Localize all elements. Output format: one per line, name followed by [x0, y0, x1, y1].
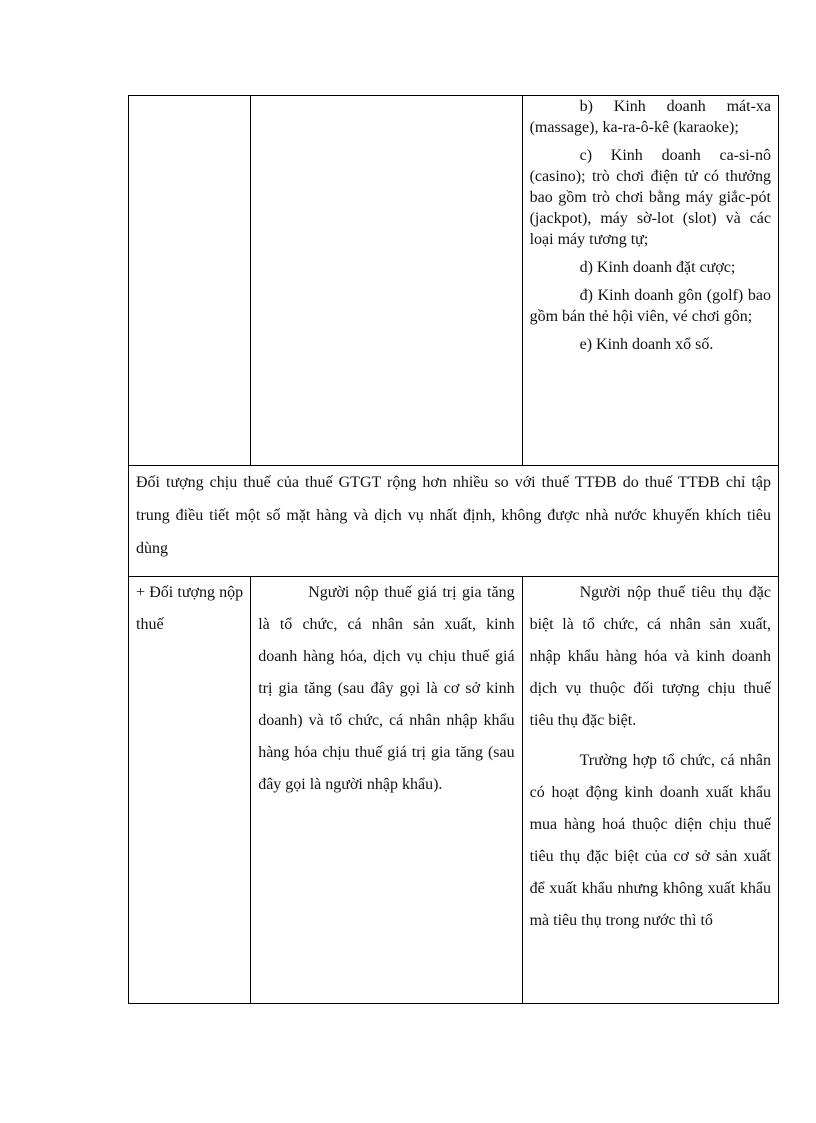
summary-cell: [129, 466, 779, 577]
table-row: [129, 577, 779, 1004]
vat-taxpayer-text: Người nộp thuế giá trị gia tăng là tổ chức, cá nhân sản xuất, kinh doanh hàng hóa, dịch vụ chịu thuế giá trị gia tăng (sau đây gọi là cơ sở kinh doanh) và tổ chức, cá nhân nhập khẩu hàng hóa chịu thuế giá trị gia tăng (sau đây gọi là người nhập khẩu).: [258, 584, 515, 793]
list-item-casino: c) Kinh doanh ca-si-nô (casino); trò chơi điện tử có thưởng bao gồm trò chơi bằng máy giắc-pót (jackpot), máy sờ-lot (slot) và các loại máy tương tự;: [529, 147, 771, 248]
list-item-lottery: e) Kinh doanh xổ số.: [579, 336, 714, 353]
comparison-table: [128, 95, 779, 1004]
list-item-massage-karaoke: b) Kinh doanh mát-xa (massage), ka-ra-ô-kê (karaoke);: [529, 98, 771, 136]
list-item-betting: d) Kinh doanh đặt cược;: [579, 259, 736, 276]
row1-col3-cell: [522, 96, 778, 466]
row3-col3-cell: [522, 577, 778, 1004]
table-row: [129, 466, 779, 577]
summary-text: Đối tượng chịu thuế của thuế GTGT rộng hơn nhiều so với thuế TTĐB do thuế TTĐB chỉ tập trung điều tiết một số mặt hàng và dịch vụ nhất định, không được nhà nước khuyến khích tiêu dùng: [136, 474, 771, 557]
criterion-label: + Đối tượng nộp thuế: [136, 584, 244, 633]
excise-taxpayer-case-text: Trường hợp tổ chức, cá nhân có hoạt động kinh doanh xuất khẩu mua hàng hoá thuộc diện chịu thuế tiêu thụ đặc biệt của cơ sở sản xuất để xuất khẩu nhưng không xuất khẩu mà tiêu thụ trong nước thì tổ: [529, 752, 771, 929]
row3-col1-cell: [129, 577, 251, 1004]
row1-col2-cell: [251, 96, 522, 466]
row3-col2-cell: [251, 577, 522, 1004]
list-item-golf: đ) Kinh doanh gôn (golf) bao gồm bán thẻ hội viên, vé chơi gôn;: [529, 287, 771, 325]
excise-taxpayer-text: Người nộp thuế tiêu thụ đặc biệt là tổ chức, cá nhân sản xuất, nhập khẩu hàng hóa và kinh doanh dịch vụ thuộc đối tượng chịu thuế tiêu thụ đặc biệt.: [529, 584, 771, 729]
row1-col1-cell: [129, 96, 251, 466]
table-row: [129, 96, 779, 466]
